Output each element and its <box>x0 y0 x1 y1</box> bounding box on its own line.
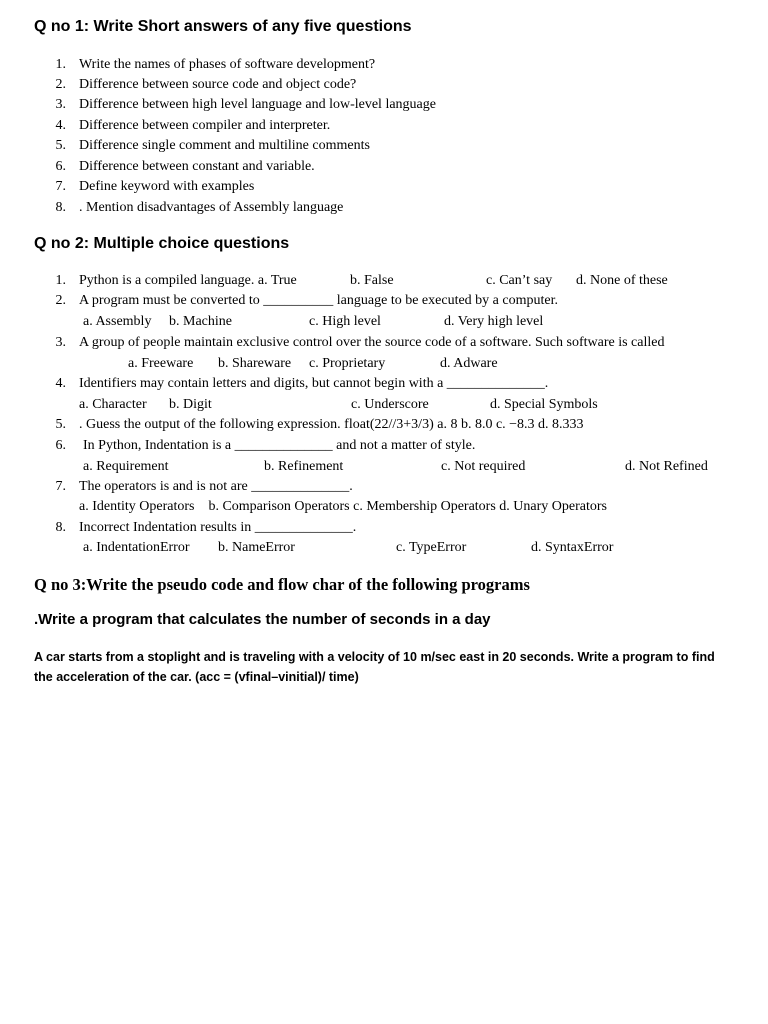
mcq-option-c: c. Can’t say <box>486 273 553 288</box>
q3-task-acceleration: A car starts from a stoplight and is traveling with a velocity of 10 m/sec east in 20 seconds. Write a program to find the acceleration of the car. (acc = (vfinal–vinitial)/ time) <box>34 650 715 684</box>
q1-item-number: 5. <box>55 138 66 153</box>
mcq-number: 8. <box>55 520 66 535</box>
mcq-number: 7. <box>55 479 66 494</box>
q3-task-seconds: .Write a program that calculates the number of seconds in a day <box>34 611 491 628</box>
mcq-option-a: a. Requirement <box>83 459 169 474</box>
mcq-option-a: a. IndentationError <box>83 540 190 555</box>
mcq-question: A group of people maintain exclusive control over the source code of a software. Such software is called <box>79 335 665 350</box>
mcq-option-c: c. Proprietary <box>309 356 386 371</box>
mcq-number: 1. <box>55 273 66 288</box>
mcq-question: A program must be converted to __________ language to be executed by a computer. <box>79 293 558 308</box>
mcq-option-b: b. NameError <box>218 540 295 555</box>
q1-item-number: 1. <box>55 57 66 72</box>
q1-item-text: Write the names of phases of software development? <box>79 57 376 72</box>
q1-item-text: Difference between constant and variable. <box>79 159 315 174</box>
q1-item-text: Difference between source code and object code? <box>79 77 357 92</box>
q1-item-number: 6. <box>55 159 66 174</box>
mcq-option-d: d. None of these <box>576 273 668 288</box>
mcq-question: The operators is and is not are ______________. <box>79 479 353 494</box>
q1-item-number: 8. <box>55 200 66 215</box>
q1-item-text: . Mention disadvantages of Assembly language <box>79 200 344 215</box>
mcq-question: Python is a compiled language. a. True <box>79 273 297 288</box>
mcq-number: 6. <box>55 438 66 453</box>
mcq-option-b: b. False <box>350 273 394 288</box>
q1-item-number: 3. <box>55 97 66 112</box>
q1-item-number: 7. <box>55 179 66 194</box>
q2-heading: Q no 2: Multiple choice questions <box>34 235 290 252</box>
mcq-option-a: a. Character <box>79 397 147 412</box>
mcq-number: 4. <box>55 376 66 391</box>
mcq-question: . Guess the output of the following expression. float(22//3+3/3) a. 8 b. 8.0 c. −8.3 d. 8.333 <box>79 417 584 432</box>
mcq-number: 5. <box>55 417 66 432</box>
mcq-option-a: a. Freeware <box>128 356 194 371</box>
mcq-option-d: d. SyntaxError <box>531 540 614 555</box>
mcq-option-b: b. Refinement <box>264 459 344 474</box>
mcq-option-c: c. Underscore <box>351 397 429 412</box>
mcq-option-b: b. Machine <box>169 314 232 329</box>
q1-item-text: Define keyword with examples <box>79 179 255 194</box>
mcq-option-c: c. TypeError <box>396 540 467 555</box>
q3-heading: Q no 3:Write the pseudo code and flow char of the following programs <box>34 575 530 594</box>
mcq-option-c: c. Not required <box>441 459 526 474</box>
mcq-option-d: d. Special Symbols <box>490 397 598 412</box>
q1-item-text: Difference between compiler and interpreter. <box>79 118 331 133</box>
mcq-option-c: c. High level <box>309 314 381 329</box>
mcq-number: 3. <box>55 335 66 350</box>
mcq-question: In Python, Indentation is a ______________ and not a matter of style. <box>83 438 476 453</box>
q1-item-number: 2. <box>55 77 66 92</box>
mcq-number: 2. <box>55 293 66 308</box>
q1-heading: Q no 1: Write Short answers of any five questions <box>34 18 412 35</box>
q1-item-text: Difference single comment and multiline comments <box>79 138 370 153</box>
q1-item-number: 4. <box>55 118 66 133</box>
mcq-option-d: d. Not Refined <box>625 459 708 474</box>
mcq-question: Incorrect Indentation results in ______________. <box>79 520 357 535</box>
mcq-option-b: b. Digit <box>169 397 212 412</box>
q1-item-text: Difference between high level language and low-level language <box>79 97 436 112</box>
mcq-option-b: b. Shareware <box>218 356 292 371</box>
mcq-option-d: d. Adware <box>440 356 498 371</box>
mcq-option-d: d. Very high level <box>444 314 544 329</box>
mcq-option-a: a. Assembly <box>83 314 152 329</box>
mcq-question: Identifiers may contain letters and digits, but cannot begin with a ______________. <box>79 376 549 391</box>
mcq-options: a. Identity Operators b. Comparison Operators c. Membership Operators d. Unary Operators <box>79 499 607 514</box>
